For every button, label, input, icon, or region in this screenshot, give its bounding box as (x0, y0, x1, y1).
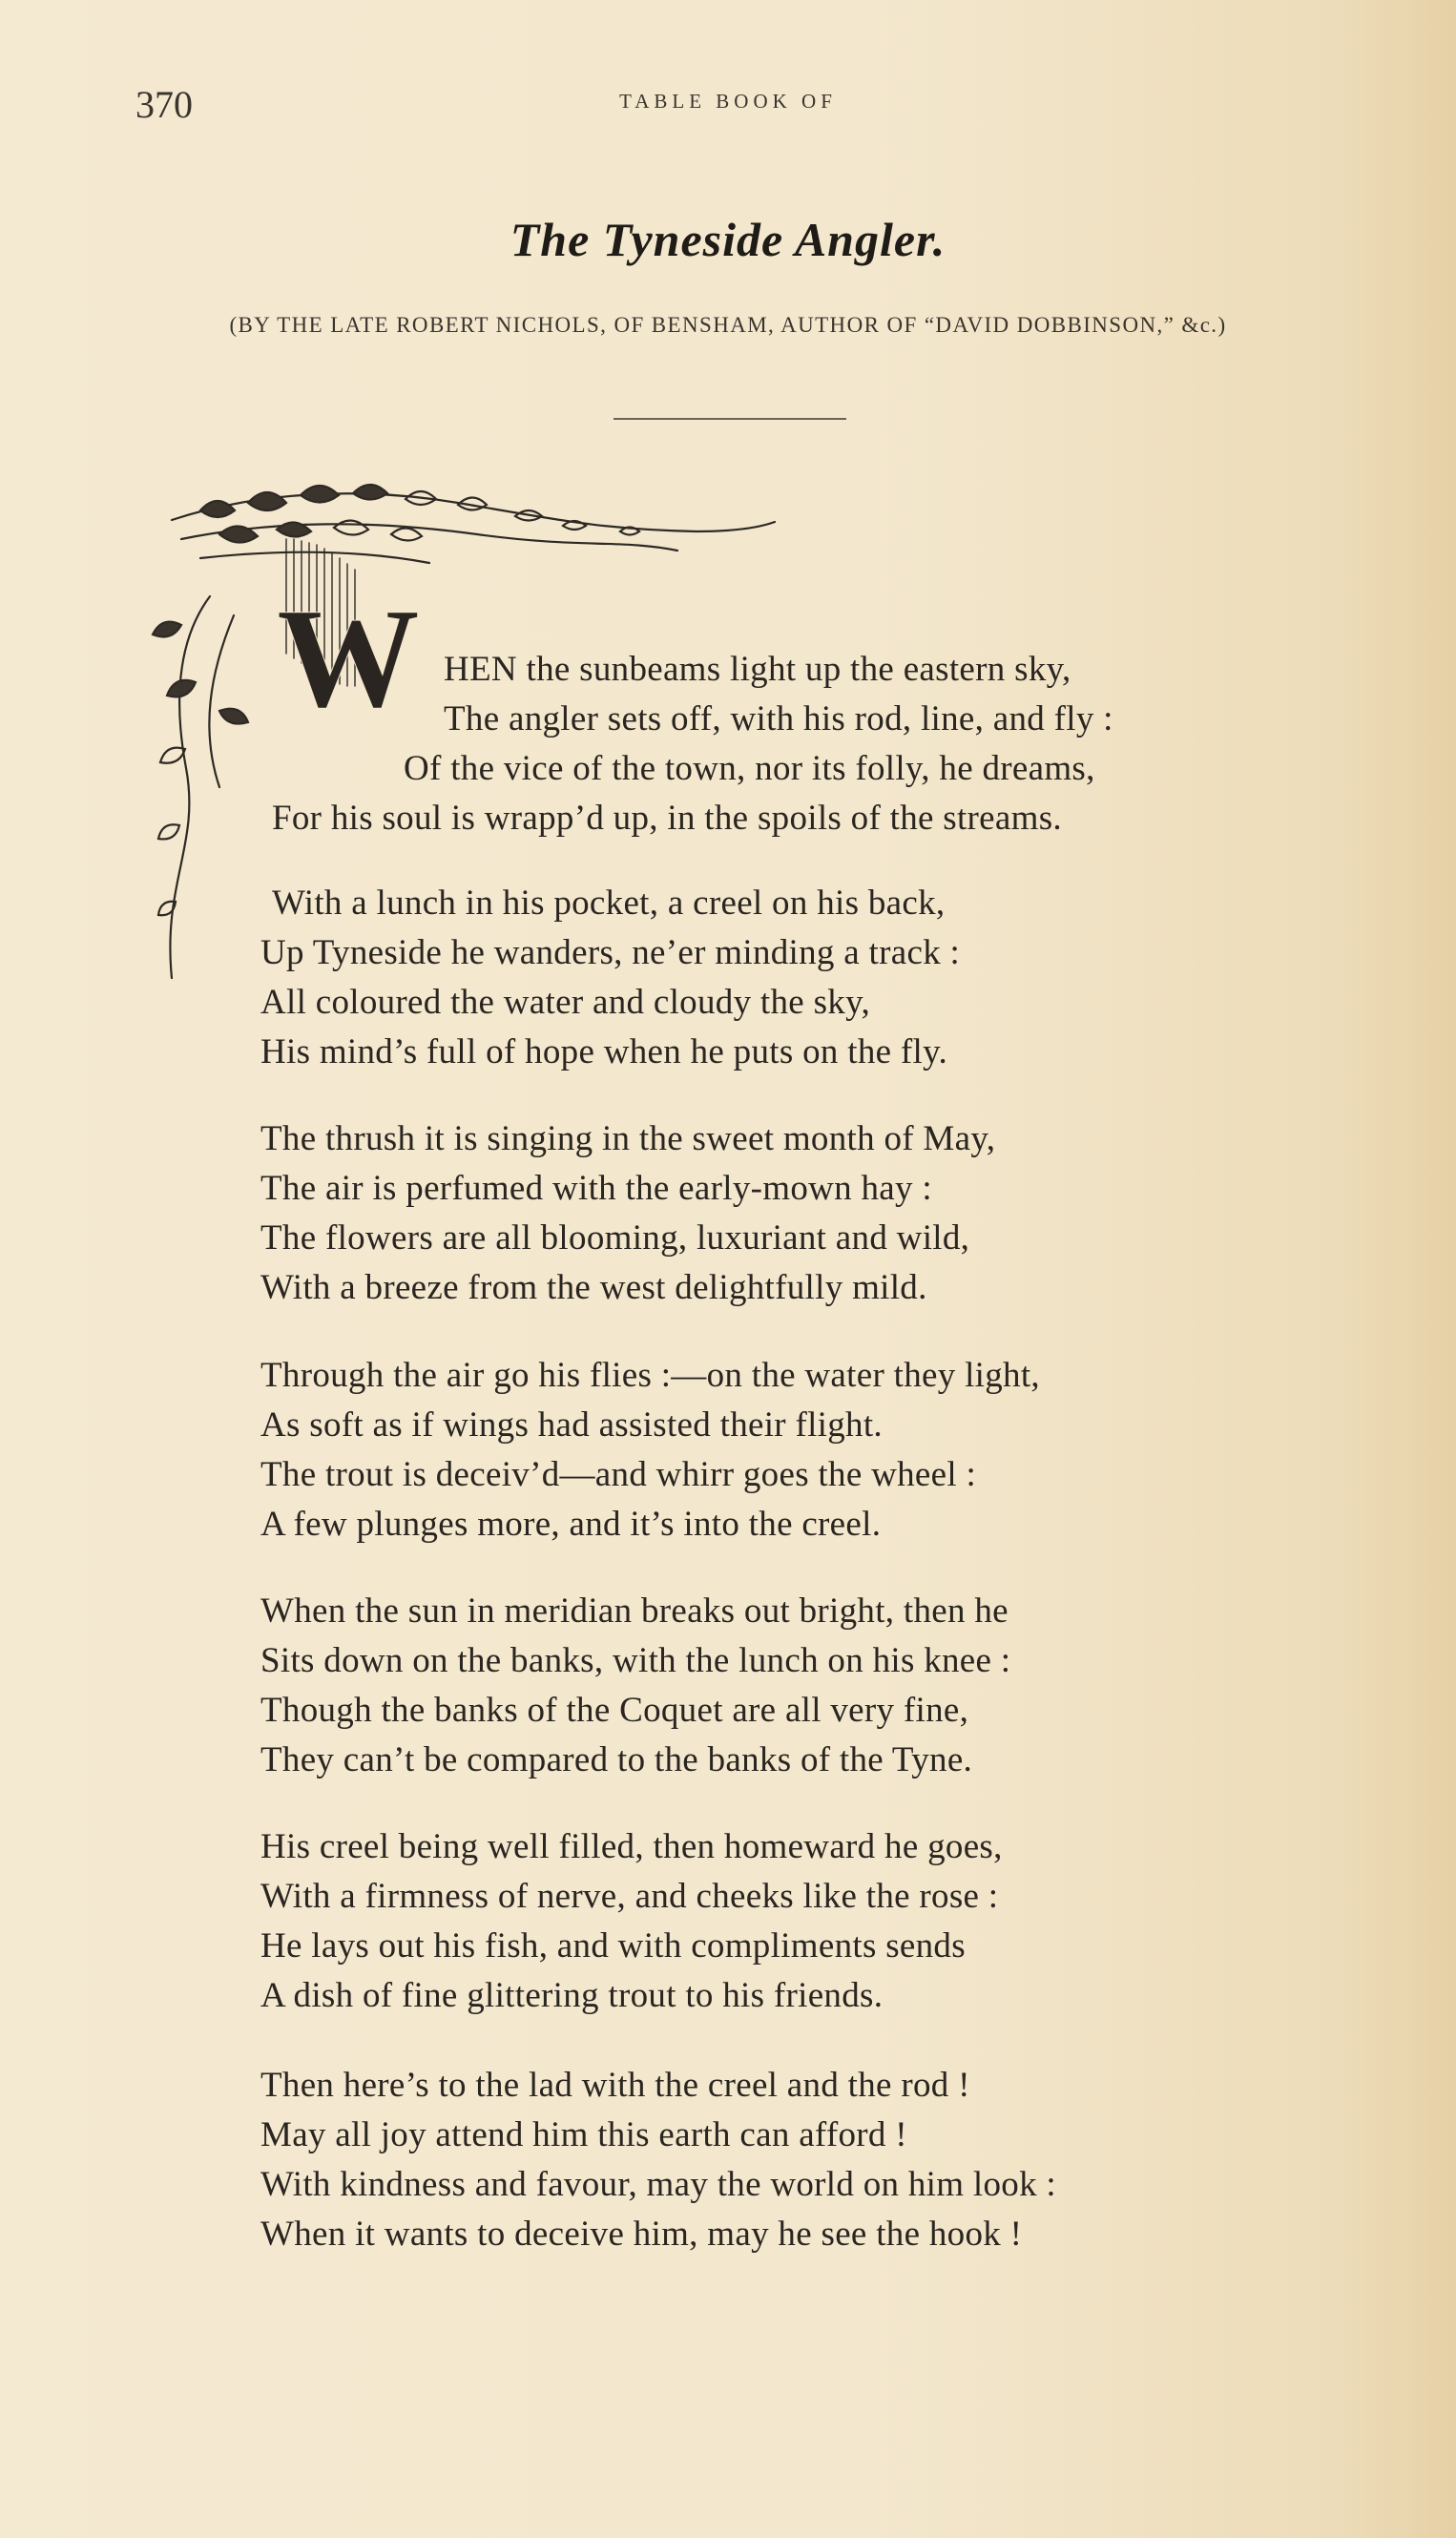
title-divider (614, 418, 846, 420)
poem-line: A few plunges more, and it’s into the creel. (260, 1505, 882, 1544)
poem-line: With a firmness of nerve, and cheeks like the rose : (260, 1877, 999, 1916)
running-head: TABLE BOOK OF (619, 90, 837, 113)
poem-line: Of the vice of the town, nor its folly, he dreams, (404, 749, 1095, 788)
poem-line: His creel being well filled, then homeward he goes, (260, 1827, 1003, 1866)
poem-line: When it wants to deceive him, may he see the hook ! (260, 2215, 1023, 2254)
poem-line: All coloured the water and cloudy the sky, (260, 983, 871, 1022)
poem-line: The angler sets off, with his rod, line, and fly : (444, 699, 1113, 739)
poem-line: The thrush it is singing in the sweet month of May, (260, 1119, 996, 1158)
poem-line: The trout is deceiv’d—and whirr goes the wheel : (260, 1455, 977, 1494)
poem-line: With a lunch in his pocket, a creel on his back, (272, 884, 946, 923)
poem-line: With kindness and favour, may the world on him look : (260, 2165, 1057, 2204)
poem-line: For his soul is wrapp’d up, in the spoils of the streams. (272, 799, 1062, 838)
drop-cap-initial: W (277, 579, 420, 738)
poem-line: Then here’s to the lad with the creel and the rod ! (260, 2066, 970, 2105)
poem-line: Through the air go his flies :—on the water they light, (260, 1356, 1040, 1395)
poem-byline: (BY THE LATE ROBERT NICHOLS, OF BENSHAM, AUTHOR OF “DAVID DOBBINSON,” &c.) (229, 313, 1227, 337)
page-number: 370 (135, 83, 193, 126)
poem-line: As soft as if wings had assisted their flight. (260, 1405, 883, 1445)
poem-line: They can’t be compared to the banks of the Tyne. (260, 1740, 973, 1779)
poem-line: When the sun in meridian breaks out bright, then he (260, 1591, 1009, 1631)
poem-line: May all joy attend him this earth can afford ! (260, 2115, 907, 2154)
poem-line: His mind’s full of hope when he puts on the fly. (260, 1032, 948, 1071)
poem-line: With a breeze from the west delightfully mild. (260, 1268, 927, 1307)
poem-line: The flowers are all blooming, luxuriant and wild, (260, 1218, 970, 1258)
poem-title: The Tyneside Angler. (510, 213, 946, 266)
floral-drop-cap-ornament-icon (143, 482, 792, 1002)
poem-line: Though the banks of the Coquet are all very fine, (260, 1691, 969, 1730)
poem-line: He lays out his fish, and with compliments sends (260, 1926, 966, 1966)
poem-line: Sits down on the banks, with the lunch on his knee : (260, 1641, 1011, 1680)
poem-line: HEN the sunbeams light up the eastern sky, (444, 650, 1071, 689)
poem-line: A dish of fine glittering trout to his friends. (260, 1976, 884, 2015)
poem-line: The air is perfumed with the early-mown hay : (260, 1169, 932, 1208)
poem-line: Up Tyneside he wanders, ne’er minding a track : (260, 933, 961, 972)
